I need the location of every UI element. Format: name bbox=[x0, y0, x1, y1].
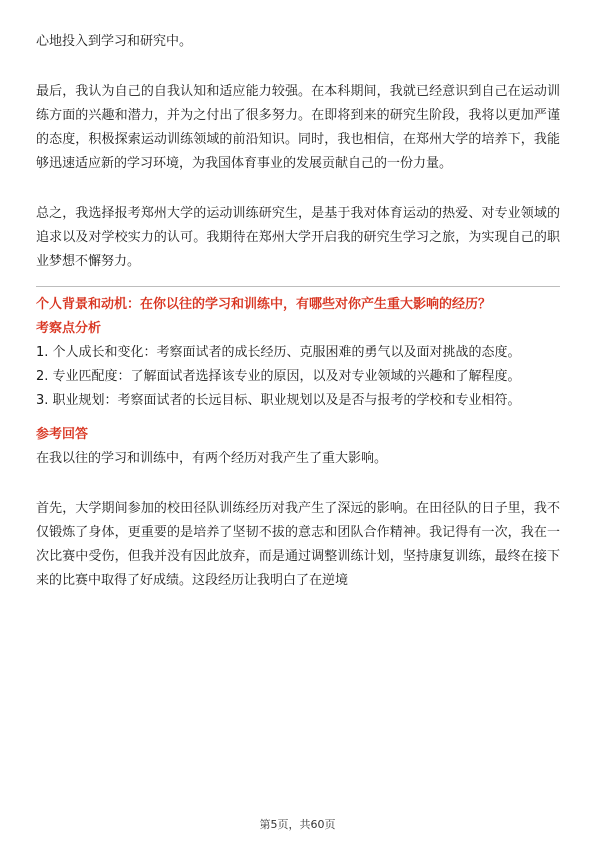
analysis-item-2: 2. 专业匹配度：了解面试者选择该专业的原因，以及对专业领域的兴趣和了解程度。 bbox=[36, 369, 521, 384]
answer-heading: 参考回答 bbox=[36, 427, 89, 442]
paragraph-2: 最后，我认为自己的自我认知和适应能力较强。在本科期间，我就已经意识到自己在运动训练方面的兴趣和潜力，并为之付出了很多努力。在即将到来的研究生阶段，我将以更加严谨的态度，积极探索运动训练领域的前沿知识。同时，我也相信，在郑州大学的培养下，我能够迅速适应新的学习环境，为我国体育事业的发展贡献自己的一份力量。 bbox=[36, 84, 560, 171]
analysis-item-1: 1. 个人成长和变化：考察面试者的成长经历、克服困难的勇气以及面对挑战的态度。 bbox=[36, 345, 521, 360]
paragraph-gap bbox=[36, 471, 560, 497]
answer-paragraph-2: 首先，大学期间参加的校田径队训练经历对我产生了深远的影响。在田径队的日子里，我不仅锻炼了身体，更重要的是培养了坚韧不拔的意志和团队合作精神。我记得有一次，我在一次比赛中受伤，但我并没有因此放弃，而是通过调整训练计划，坚持康复训练，最终在接下来的比赛中取得了好成绩。这段经历让我明白了在逆境 bbox=[36, 501, 560, 588]
paragraph-gap bbox=[36, 54, 560, 80]
interview-question: 个人背景和动机：在你以往的学习和训练中，有哪些对你产生重大影响的经历？ bbox=[36, 297, 492, 312]
page-number: 第5页，共60页 bbox=[259, 818, 336, 831]
paragraph-1: 心地投入到学习和研究中。 bbox=[36, 34, 193, 49]
section-divider bbox=[36, 286, 560, 287]
section-gap bbox=[36, 413, 560, 423]
answer-paragraph-1: 在我以往的学习和训练中，有两个经历对我产生了重大影响。 bbox=[36, 451, 388, 466]
analysis-item-3: 3. 职业规划：考察面试者的长远目标、职业规划以及是否与报考的学校和专业相符。 bbox=[36, 393, 521, 408]
paragraph-3: 总之，我选择报考郑州大学的运动训练研究生，是基于我对体育运动的热爱、对专业领域的追求以及对学校实力的认可。我期待在郑州大学开启我的研究生学习之旅，为实现自己的职业梦想不懈努力。 bbox=[36, 206, 560, 269]
analysis-heading: 考察点分析 bbox=[36, 321, 102, 336]
document-page bbox=[36, 30, 560, 593]
paragraph-gap bbox=[36, 176, 560, 202]
